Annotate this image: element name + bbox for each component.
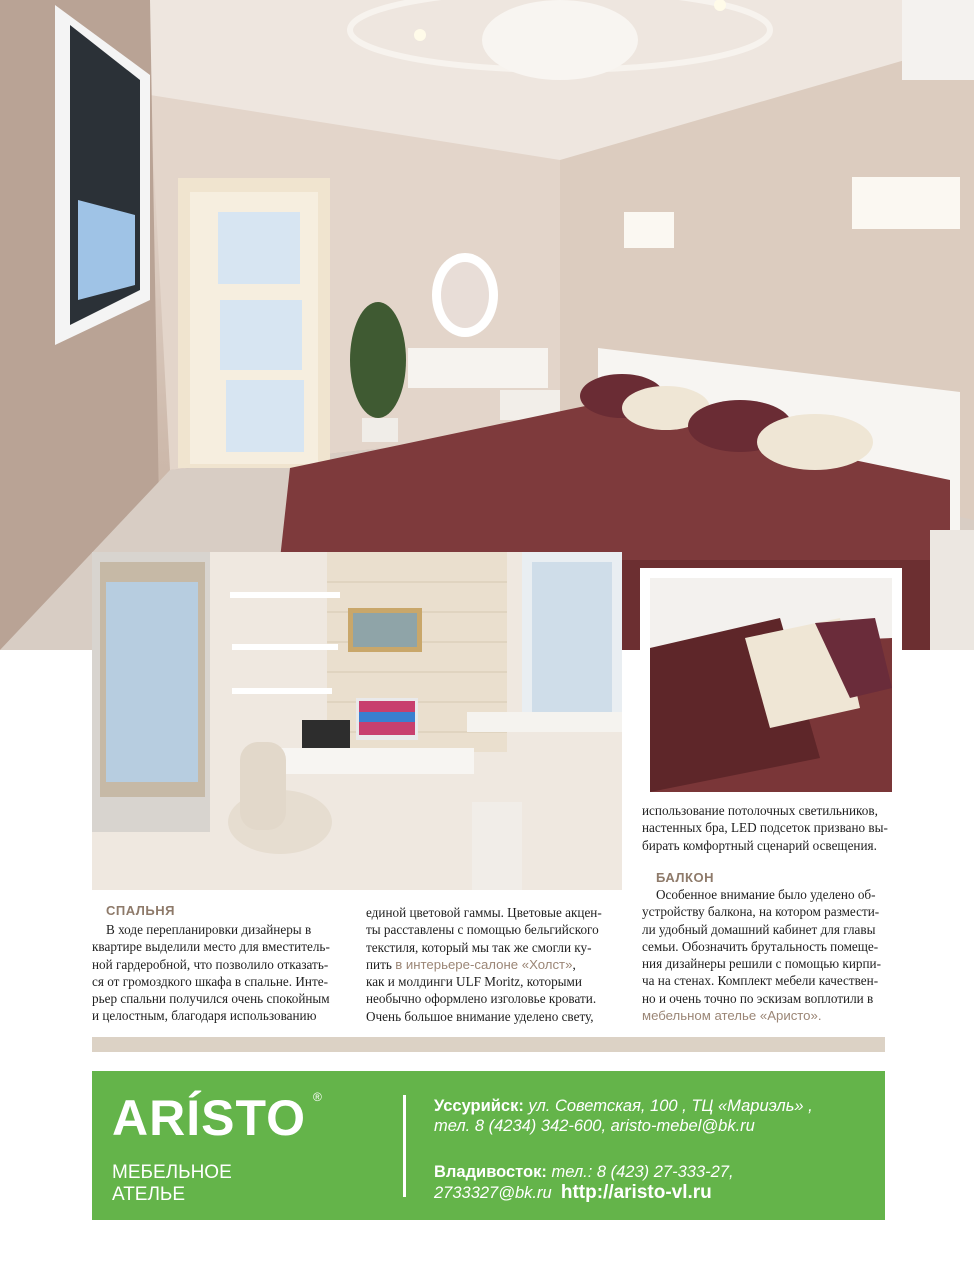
text-line: текстиля, который мы так же смогли ку- bbox=[366, 939, 592, 955]
bedroom-heading: СПАЛЬНЯ bbox=[106, 903, 175, 918]
text-line: ся от громоздкого шкафа в спальне. Инте- bbox=[92, 973, 328, 989]
text-line: ты расставлены с помощью бельгийского bbox=[366, 922, 599, 938]
pillows-illustration bbox=[650, 578, 892, 792]
city-label: Уссурийск: bbox=[434, 1097, 524, 1115]
text-line: ли удобный домашний кабинет для главы bbox=[642, 921, 876, 937]
text-line: ния дизайнеры решили с помощью кирпи- bbox=[642, 956, 881, 972]
text-span: , bbox=[572, 956, 576, 972]
divider-bar bbox=[92, 1037, 885, 1052]
contact-text: тел. 8 (4234) 342-600, aristo-mebel@bk.ru bbox=[434, 1117, 755, 1135]
ad-separator bbox=[403, 1095, 406, 1197]
city-label: Владивосток: bbox=[434, 1163, 547, 1181]
balcony-office-photo bbox=[92, 552, 622, 890]
lighting-text bbox=[642, 802, 898, 854]
aristo-advertisement bbox=[92, 1071, 885, 1220]
address-text: ул. Советская, 100 , ТЦ «Мариэль» , bbox=[523, 1097, 813, 1115]
ussuriysk-contact bbox=[434, 1115, 755, 1137]
text-line: ной гардеробной, что позволило отказать- bbox=[92, 956, 329, 972]
bed-pillows-photo bbox=[650, 578, 892, 792]
text-line: квартире выделили место для вместитель- bbox=[92, 939, 330, 955]
aristo-logo: ARÍSTO bbox=[112, 1090, 306, 1146]
text-line bbox=[366, 956, 622, 973]
text-line: семьи. Обозначить брутальность помеще- bbox=[642, 938, 879, 954]
text-span: пить bbox=[366, 956, 396, 972]
balcony-text bbox=[642, 886, 898, 1024]
text-line: устройству балкона, на котором размести- bbox=[642, 904, 880, 920]
text-line: использование потолочных светильников, bbox=[642, 803, 878, 818]
bedroom-text-col2 bbox=[366, 904, 622, 1025]
text-line: но и очень точно по эскизам воплотили в bbox=[642, 990, 874, 1006]
text-line: Особенное внимание было уделено об- bbox=[656, 887, 876, 902]
text-line: рьер спальни получился очень спокойным bbox=[92, 991, 330, 1007]
ussuriysk-address bbox=[434, 1095, 813, 1117]
bedroom-text-col1 bbox=[92, 921, 350, 1025]
balcony-heading: БАЛКОН bbox=[656, 870, 714, 885]
text-line: как и молдинги ULF Moritz, которыми bbox=[366, 974, 582, 990]
logo-subtitle-2: АТЕЛЬЕ bbox=[112, 1184, 186, 1205]
text-line: В ходе перепланировки дизайнеры в bbox=[106, 922, 312, 937]
email-text: 2733327@bk.ru bbox=[434, 1184, 552, 1202]
text-line: настенных бра, LED подсеток призвано вы- bbox=[642, 820, 888, 836]
salon-holst-link: в интерьере-салоне «Холст» bbox=[395, 956, 573, 972]
phone-text: тел.: 8 (423) 27-333-27, bbox=[546, 1163, 734, 1181]
text-line: Очень большое внимание уделено свету, bbox=[366, 1008, 594, 1024]
logo-subtitle-1: МЕБЕЛЬНОЕ bbox=[112, 1162, 232, 1183]
text-line: единой цветовой гаммы. Цветовые акцен- bbox=[366, 905, 602, 920]
text-line: ча на стенах. Комплект мебели качествен- bbox=[642, 973, 879, 989]
website-url[interactable]: http://aristo-vl.ru bbox=[560, 1182, 712, 1203]
vladivostok-phone bbox=[434, 1161, 734, 1183]
balcony-illustration bbox=[92, 552, 622, 890]
text-line: бирать комфортный сценарий освещения. bbox=[642, 837, 877, 853]
text-line: необычно оформлено изголовье кровати. bbox=[366, 991, 597, 1007]
text-line: и целостным, благодаря использованию bbox=[92, 1008, 317, 1024]
vladivostok-contact bbox=[434, 1182, 712, 1204]
atelier-aristo-link: мебельном ателье «Aристо». bbox=[642, 1008, 822, 1024]
registered-mark: ® bbox=[313, 1090, 322, 1104]
